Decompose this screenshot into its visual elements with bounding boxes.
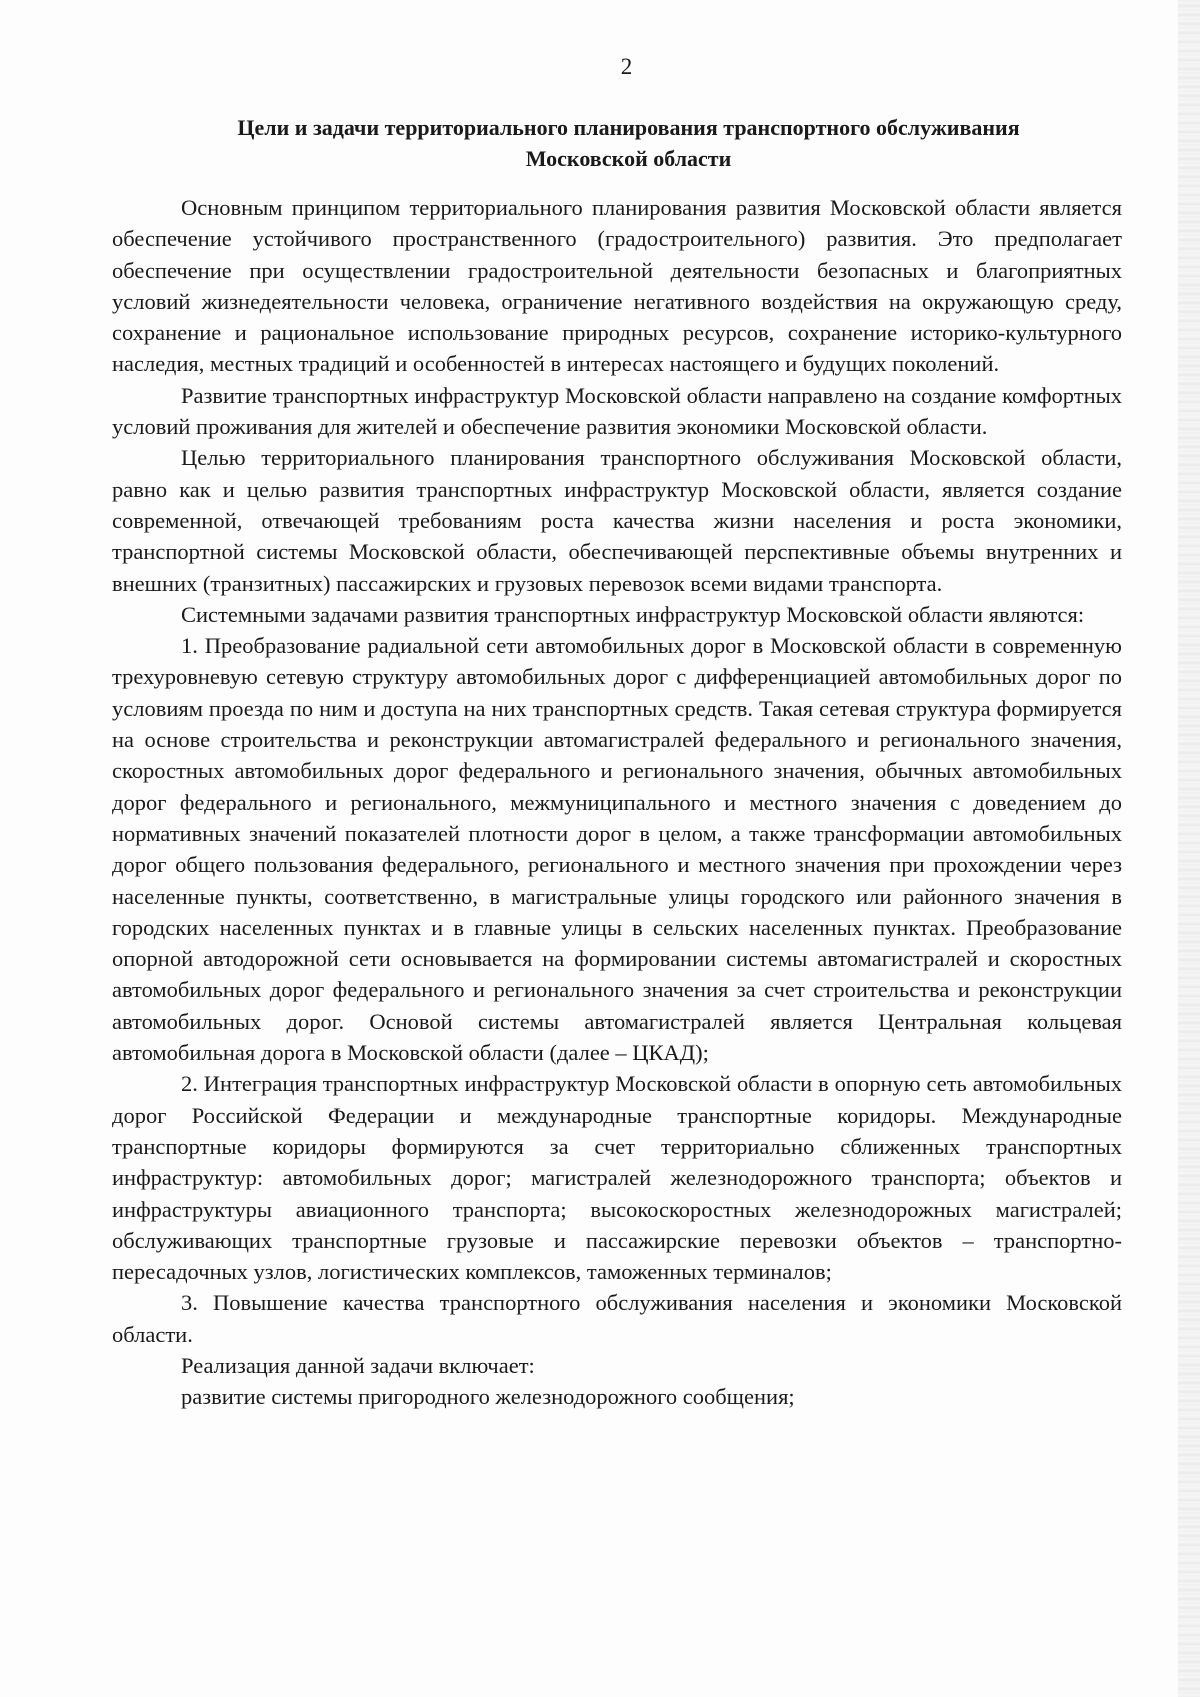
paragraph-tasks-intro: Системными задачами развития транспортных инфраструктур Московской области являются: bbox=[181, 601, 1085, 627]
paragraph-implementation: Реализация данной задачи включает: bbox=[181, 1352, 535, 1378]
document-title bbox=[150, 112, 1107, 174]
paragraph-task-1: 1. Преобразование радиальной сети автомобильных дорог в Московской области в современную трехуровневую сетевую структуру автомобильных дорог с дифференциацией автомобильных дорог по условиям проезда по ним и доступа на них транспортных средств. Такая сетевая структура формируется на основе строительства и реконструкции автомагистралей федерального и регионального значения, скоростных автомобильных дорог федерального и регионального значения, обычных автомобильных дорог федерального и регионального, межмуниципального и местного значения с доведением до нормативных значений показателей плотности дорог в целом, а также трансформации автомобильных дорог общего пользования федерального, регионального и местного значения при прохождении через населенные пункты, соответственно, в магистральные улицы городского или районного значения в городских населенных пунктах и в главные улицы в сельских населенных пунктах. Преобразование опорной автодорожной сети основывается на формировании системы автомагистралей и скоростных автомобильных дорог федерального и регионального значения за счет строительства и реконструкции автомобильных дорог. Основой системы автомагистралей является Центральная кольцевая автомобильная дорога в Московской области (далее – ЦКАД); bbox=[112, 633, 1122, 1066]
paragraph-task-2: 2. Интеграция транспортных инфраструктур Московской области в опорную сеть автомобильных дорог Российской Федерации и международные транспортные коридоры. Международные транспортные коридоры формируются за счет территориально сближенных транспортных инфраструктур: автомобильных дорог; магистралей железнодорожного транспорта; объектов и инфраструктуры авиационного транспорта; высокоскоростных железнодорожных магистралей; обслуживающих транспортные грузовые и пассажирские перевозки объектов – транспортно-пересадочных узлов, логистических комплексов, таможенных терминалов; bbox=[112, 1071, 1122, 1285]
paragraph-infrastructure: Развитие транспортных инфраструктур Московской области направлено на создание комфортных условий проживания для жителей и обеспечение развития экономики Московской области. bbox=[112, 382, 1122, 440]
paragraph-goal: Целью территориального планирования транспортного обслуживания Московской области, равно как и целью развития транспортных инфраструктур Московской области, является создание современной, отвечающей требованиям роста качества жизни населения и роста экономики, транспортной системы Московской области, обеспечивающей перспективные объемы внутренних и внешних (транзитных) пассажирских и грузовых перевозок всеми видами транспорта. bbox=[112, 445, 1122, 596]
title-line-1: Цели и задачи территориального планирования транспортного обслуживания bbox=[237, 115, 1020, 140]
page-number: 2 bbox=[620, 54, 633, 79]
paragraph-suburban-rail: развитие системы пригородного железнодорожного сообщения; bbox=[181, 1384, 795, 1410]
paragraph-principle: Основным принципом территориального планирования развития Московской области является обеспечение устойчивого пространственного (градостроительного) развития. Это предполагает обеспечение при осуществлении градостроительной деятельности безопасных и благоприятных условий жизнедеятельности человека, ограничение негативного воздействия на окружающую среду, сохранение и рациональное использование природных ресурсов, сохранение историко-культурного наследия, местных традиций и особенностей в интересах настоящего и будущих поколений. bbox=[112, 195, 1122, 377]
document-body bbox=[112, 192, 1122, 1413]
title-line-2: Московской области bbox=[525, 146, 732, 171]
scan-edge bbox=[1178, 0, 1200, 1697]
paragraph-task-3: 3. Повышение качества транспортного обслуживания населения и экономики Московской области. bbox=[112, 1290, 1122, 1347]
